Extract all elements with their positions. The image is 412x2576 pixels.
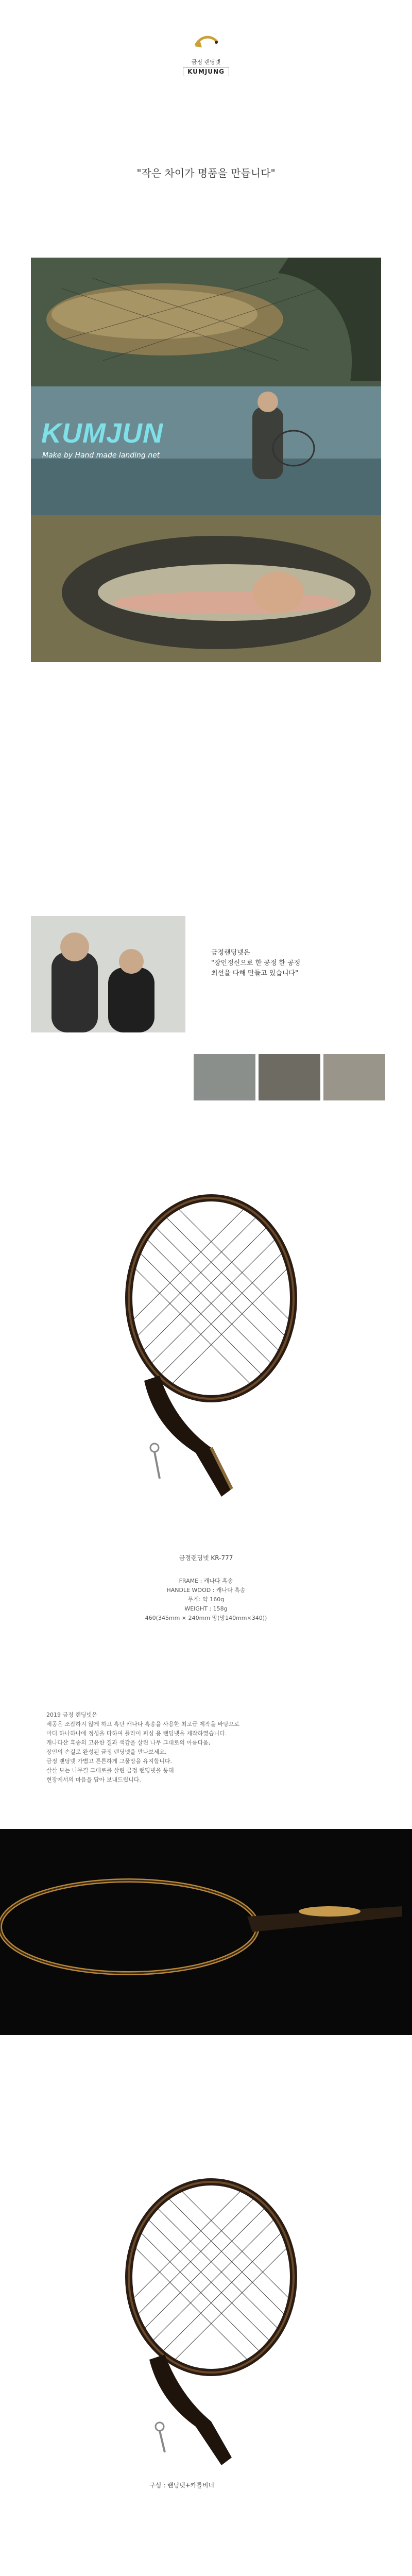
- spec-weight-kr: 무게: 약 160g: [187, 1596, 225, 1603]
- workshop-photo-1: [194, 1054, 255, 1100]
- intro-text: [211, 948, 397, 979]
- product-description: [46, 1710, 376, 1785]
- description-line: 세공은 조잡하지 않게 하고 흑단 캐나다 흑송을 사용한 최고급 제작을 바탕으로: [46, 1721, 239, 1727]
- logo-korean-text: 금정 랜딩넷: [191, 59, 221, 65]
- product-specs: [0, 1577, 412, 1623]
- description-line: 캐나다산 흑송의 고유한 결과 색감을 살린 나무 그대로의 아름다움,: [46, 1739, 211, 1746]
- description-line: 마디 하나하나에 정성을 다하여 플라이 피싱 용 랜딩넷을 제작하였습니다.: [46, 1730, 227, 1737]
- spec-weight: WEIGHT : 158g: [184, 1605, 228, 1612]
- hero-photo-angler: [31, 386, 381, 515]
- workshop-photo-2: [259, 1054, 320, 1100]
- spec-handle: HANDLE WOOD : 캐나다 흑송: [166, 1587, 246, 1594]
- description-line: 살살 보는 나무결 그대로를 살린 금정 랜딩넷을 통해: [46, 1767, 174, 1774]
- description-line: 장인의 손길로 완성된 금정 랜딩넷을 만나보세요.: [46, 1749, 167, 1755]
- hero-photo-trout: [31, 515, 381, 662]
- description-line: 2019 금정 랜딩넷은: [46, 1711, 97, 1718]
- hero-title: KUMJUN: [41, 418, 164, 449]
- dark-product-photo: [0, 1829, 412, 2035]
- product-photo-with-carabiner: [57, 2164, 355, 2483]
- workshop-photo-3: [323, 1054, 385, 1100]
- spec-size: 460(345mm × 240mm 망(망140mm×340)): [145, 1615, 267, 1621]
- craftsman-portrait: [31, 916, 185, 1032]
- product-photo-front: [57, 1180, 355, 1520]
- intro-line-3: 최선을 다해 만들고 있습니다": [211, 970, 299, 977]
- logo-english-text: KUMJUNG: [183, 67, 229, 76]
- logo: [183, 31, 229, 88]
- hero-photo-fish-net: [31, 258, 381, 386]
- product-name: 금정랜딩넷 KR-777: [179, 1554, 233, 1562]
- tagline: "작은 차이가 명품을 만듭니다": [136, 167, 276, 179]
- intro-line-1: 금정랜딩넷은: [211, 949, 250, 957]
- hero-subtitle: Make by Hand made landing net: [42, 451, 160, 460]
- fish-hook-icon: [191, 31, 221, 55]
- intro-line-2: "장인정신으로 한 공정 한 공정: [211, 959, 301, 967]
- spec-frame: FRAME : 캐나다 흑송: [179, 1578, 233, 1584]
- description-line: 현장에서의 마음을 담아 보내드립니다.: [46, 1776, 142, 1783]
- description-line: 금정 랜딩넷 가볍고 튼튼하게 그물망을 유지합니다.: [46, 1758, 173, 1765]
- caption-components: 구성 : 랜딩넷+카를비너: [149, 2482, 215, 2489]
